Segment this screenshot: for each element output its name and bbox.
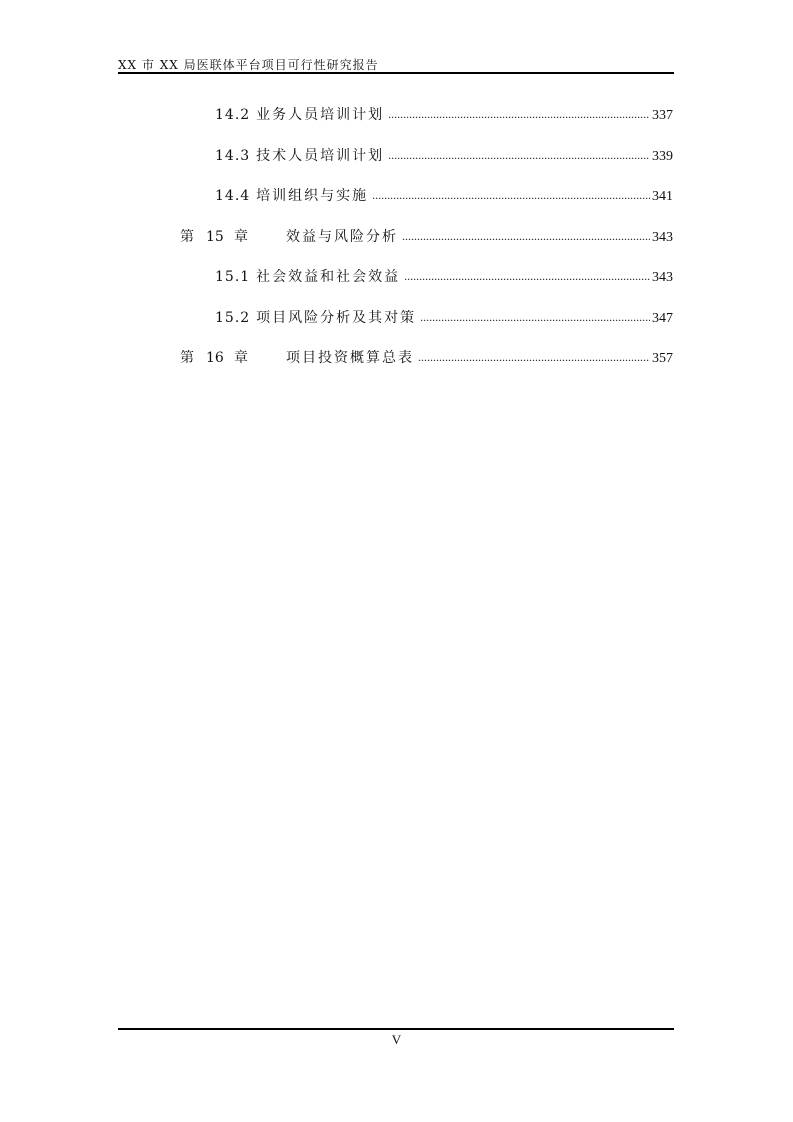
toc-dot-leader: [418, 350, 650, 365]
toc-dot-leader: [420, 310, 650, 325]
toc-dot-leader: [388, 148, 650, 163]
toc-entry-15-2[interactable]: [215, 307, 673, 327]
toc-chapter-number: 16: [206, 350, 224, 366]
toc-section-number: 14.2: [215, 107, 251, 123]
footer-rule: [118, 1028, 674, 1030]
toc-chapter-label: [180, 226, 286, 246]
toc-chapter-number: 15: [206, 229, 224, 245]
toc-dot-leader: [404, 269, 650, 284]
toc-chapter-suffix: 章: [234, 350, 248, 366]
toc-dot-leader: [402, 229, 650, 244]
toc-chapter-prefix: 第: [180, 350, 194, 366]
toc-entry-title: 培训组织与实施: [256, 188, 369, 204]
toc-section-number: 14.4: [215, 188, 251, 204]
toc-entry-title: 项目风险分析及其对策: [256, 310, 417, 326]
toc-entry-title: 效益与风险分析: [286, 229, 398, 245]
footer-page-number: V: [391, 1032, 402, 1047]
toc-chapter-suffix: 章: [234, 229, 248, 245]
toc-page-number: 341: [652, 189, 673, 204]
toc-dot-leader: [388, 107, 650, 122]
toc-section-number: 14.3: [215, 148, 251, 164]
toc-entry-14-2[interactable]: [215, 104, 673, 124]
toc-page-number: 347: [652, 311, 673, 326]
toc-dot-leader: [372, 188, 650, 203]
toc-page-number: 343: [652, 270, 673, 285]
toc-section-number: 15.1: [215, 269, 251, 285]
toc-entry-title: 社会效益和社会效益: [256, 269, 401, 285]
toc-page-number: 339: [652, 149, 673, 164]
toc-entry-chapter-15[interactable]: [180, 226, 673, 246]
toc-entry-chapter-16[interactable]: [180, 347, 673, 367]
toc-entry-title: 技术人员培训计划: [256, 148, 385, 164]
running-header: XX 市 XX 局医联体平台项目可行性研究报告: [118, 58, 379, 72]
toc-chapter-prefix: 第: [180, 229, 194, 245]
toc-page-number: 343: [652, 230, 673, 245]
toc-chapter-label: [180, 347, 286, 367]
toc-entry-14-4[interactable]: [215, 185, 673, 205]
toc-section-number: 15.2: [215, 310, 251, 326]
toc-page-number: 337: [652, 108, 673, 123]
toc-entry-title: 项目投资概算总表: [286, 350, 414, 366]
toc-entry-15-1[interactable]: [215, 266, 673, 286]
toc-entry-title: 业务人员培训计划: [256, 107, 385, 123]
toc-page-number: 357: [652, 351, 673, 366]
toc-entry-14-3[interactable]: [215, 145, 673, 165]
header-rule: [118, 72, 674, 74]
